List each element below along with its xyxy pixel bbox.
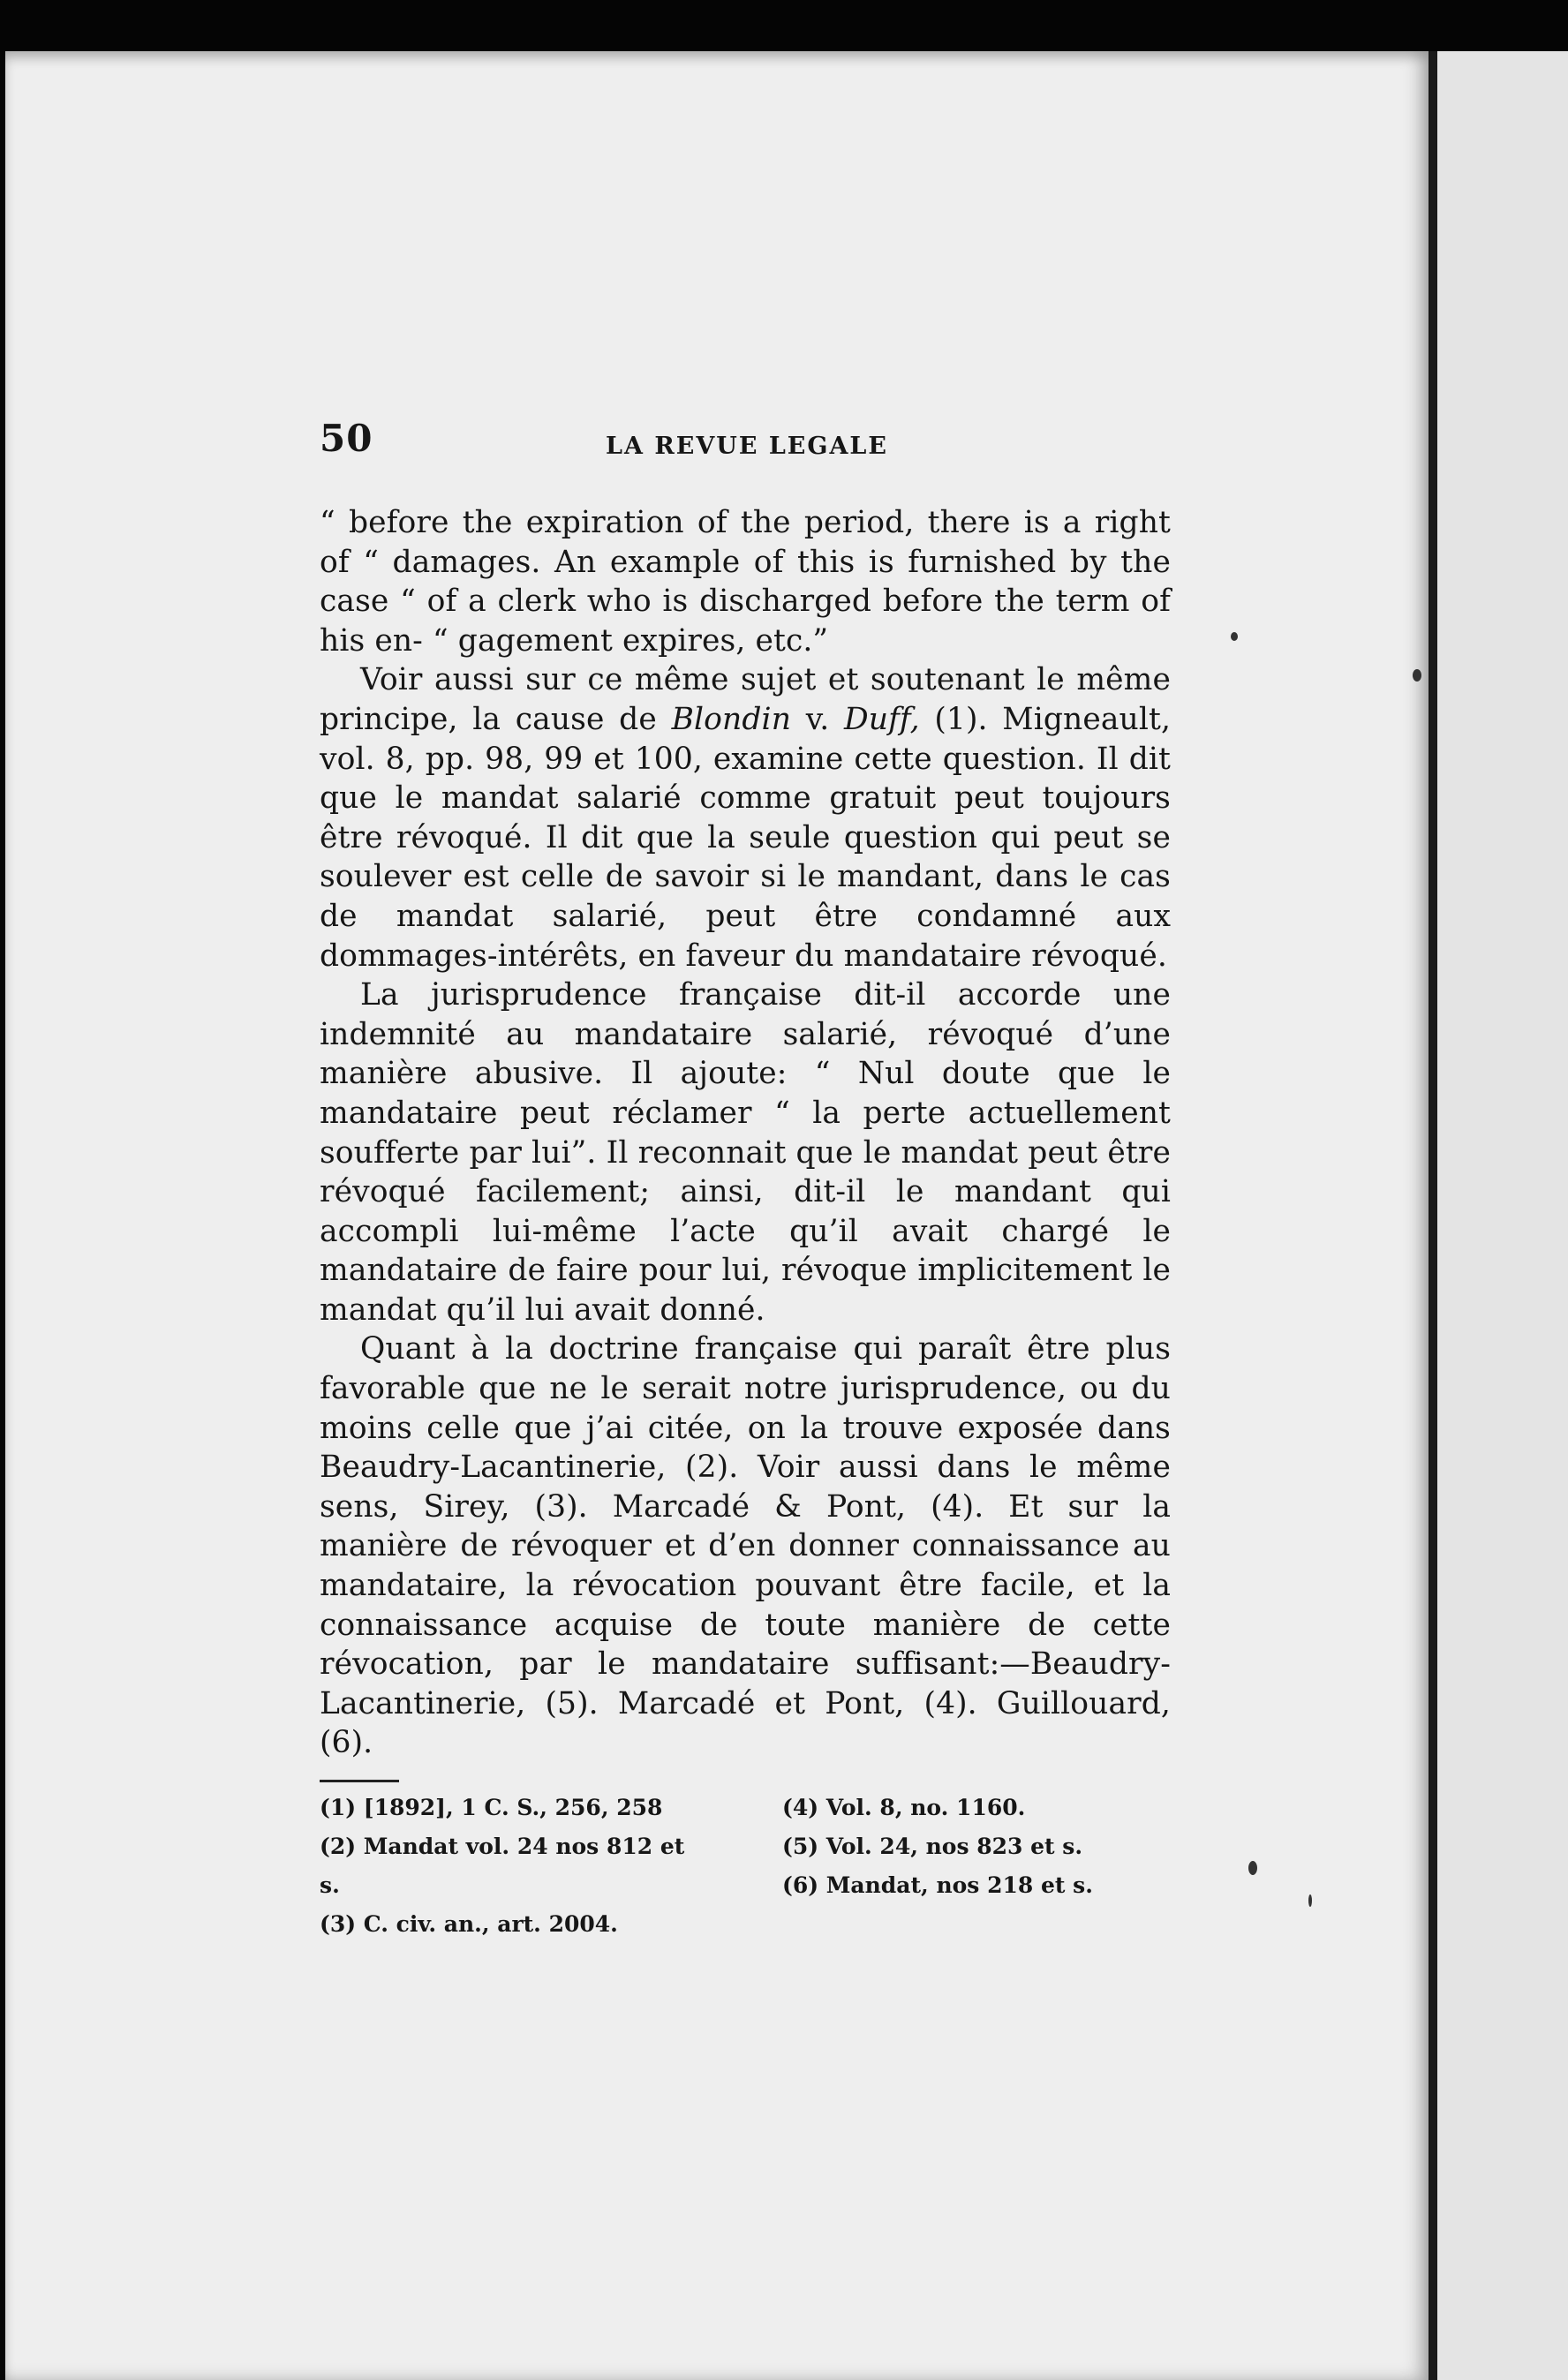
paragraph-text: Voir aussi sur ce même sujet et soutenant le même principe, la cause de [320, 662, 1171, 737]
paragraph-voir-aussi [320, 660, 1171, 975]
footnote-5: (5) Vol. 24, nos 823 et s. [782, 1834, 1083, 1859]
scan-top-border [0, 0, 1568, 51]
dust-speck [1413, 669, 1421, 682]
paragraph-doctrine: Quant à la doctrine française qui paraît être plus favorable que ne le serait notre jurisprudence, ou du moins celle que j’ai citée, on la trouve exposée dans Beaudry-Lacantinerie, (2). Voir aussi dans le même sens, Sirey, (3). Marcadé & Pont, (4). Et sur la manière de révoquer et d’en donner connaissance au mandataire, la révocation pouvant être facile, et la connaissance acquise de toute manière de cette révocation, par le mandataire suffisant:—Beaudry-Lacantinerie, (5). Marcadé et Pont, (4). Guillouard, (6). [320, 1331, 1171, 1761]
footnote-divider [320, 1780, 399, 1782]
footnote-6: (6) Mandat, nos 218 et s. [782, 1872, 1093, 1898]
footnote-4: (4) Vol. 8, no. 1160. [782, 1795, 1026, 1820]
paragraph-jurisprudence: La jurisprudence française dit-il accorde une indemnité au mandataire salarié, révoqué d’une manière abusive. Il ajoute: “ Nul doute que le mandataire peut réclamer “ la perte actuellement soufferte par lui”. Il reconnait que le mandat peut être révoqué facilement; ainsi, dit-il le mandant qui accompli lui-même l’acte qu’il avait chargé le mandataire de faire pour lui, révoque implicitement le mandat qu’il lui avait donné. [320, 977, 1171, 1328]
paragraph-text: (1). Migneault, vol. 8, pp. 98, 99 et 100, examine cette question. Il dit que le mandat salarié comme gratuit peut toujours être révoqué. Il dit que la seule question qui peut se soulever est celle de savoir si le mandant, dans le cas de mandat salarié, peut être condamné aux dommages-intérêts, en faveur du mandataire révoqué. [320, 701, 1172, 974]
dust-speck [1308, 1894, 1312, 1907]
dust-speck [1248, 1861, 1257, 1875]
footnotes-left-column [320, 1789, 726, 1944]
dust-speck [1231, 632, 1238, 641]
adjacent-page-edge [1429, 51, 1568, 2380]
case-name-blondin: Blondin [671, 701, 792, 737]
page-number: 50 [320, 417, 373, 460]
case-name-duff: Duff, [843, 701, 920, 737]
running-title: LA REVUE LEGALE [606, 433, 888, 460]
footnote-2: (2) Mandat vol. 24 nos 812 et [320, 1834, 685, 1859]
page-header [320, 417, 1202, 470]
footnote-1: (1) [1892], 1 C. S., 256, 258 [320, 1795, 663, 1820]
paragraph-quote: “ before the expiration of the period, there is a right of “ damages. An example of this is furnished by the case “ of a clerk who is discharged before the term of his en- “ gagement expires, etc.” [320, 505, 1171, 659]
footnote-2-continued: s. [320, 1872, 340, 1898]
body-text [320, 503, 1171, 1763]
footnote-3: (3) C. civ. an., art. 2004. [320, 1911, 618, 1937]
footnotes-right-column [782, 1789, 1188, 1905]
versus-text: v. [791, 701, 844, 737]
